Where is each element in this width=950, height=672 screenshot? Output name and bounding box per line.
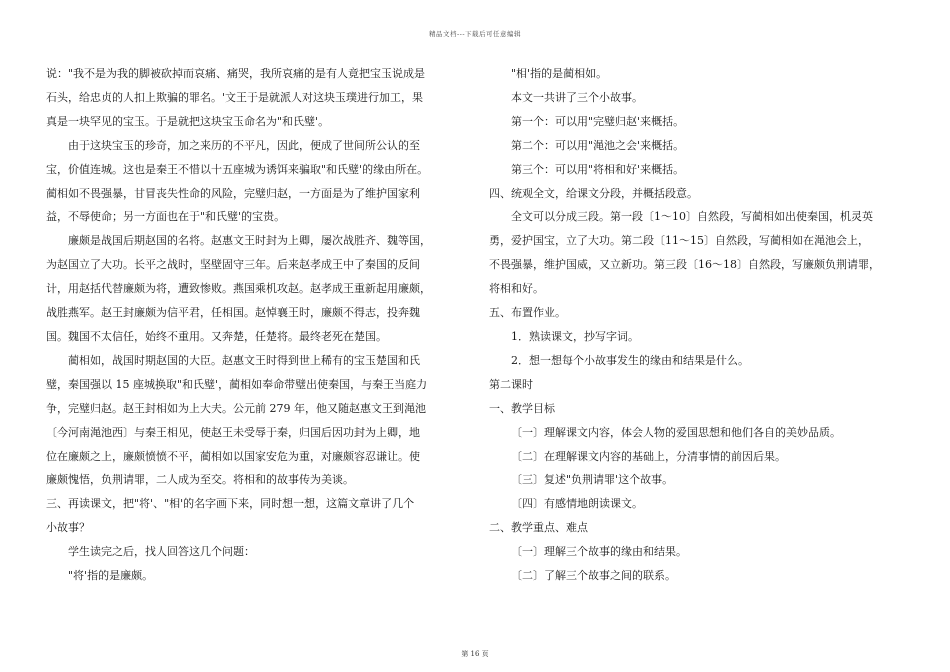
text-line: 由于这块宝玉的珍奇，加之来历的不平凡，因此，便成了世间所公认的至: [68, 138, 420, 152]
text-line: 争，完璧归赵。赵王封相如为上大夫。公元前 279 年，他又随赵惠文王到渑池: [46, 401, 426, 415]
text-line: 一、教学目标: [489, 401, 555, 415]
text-line: 勇，爱护国宝，立了大功。第二段〔11～15〕自然段，写蔺相如在渑池会上，: [489, 234, 869, 248]
text-line: 宝，价值连城。这也是秦王不惜以十五座城为诱饵来骗取"和氏璧'的缘由所在。: [46, 162, 429, 176]
left-column: [46, 62, 456, 588]
text-line: 第二个：可以用"渑池之会'来概括。: [511, 138, 685, 152]
text-line: 将相和好。: [489, 282, 544, 296]
text-line: 第二课时: [489, 377, 533, 391]
text-line: 益，不辱使命；另一方面也在于"和氏璧'的宝贵。: [46, 210, 286, 224]
text-line: 〔今河南渑池西〕与秦王相见，使赵王未受辱于秦，归国后因功封为上卿，地: [46, 425, 420, 439]
text-line: 1．熟读课文，抄写字词。: [511, 329, 639, 343]
text-line: 2．想一想每个小故事发生的缘由和结果是什么。: [511, 353, 749, 367]
page-number: 第 16 页: [461, 650, 489, 658]
text-line: 〔一〕理解三个故事的缘由和结果。: [511, 545, 687, 559]
text-line: 二、教学重点、难点: [489, 521, 588, 535]
text-line: 本文一共讲了三个小故事。: [511, 90, 643, 104]
text-line: 全文可以分成三段。第一段〔1～10〕自然段，写蔺相如出使秦国，机灵英: [511, 210, 873, 224]
text-line: 〔四〕有感情地朗读课文。: [511, 497, 643, 511]
text-line: 第一个：可以用"完璧归赵'来概括。: [511, 114, 685, 128]
text-line: 〔三〕复述"负荆请罪'这个故事。: [511, 473, 674, 487]
text-line: 蔺相如，战国时期赵国的大臣。赵惠文王时得到世上稀有的宝玉楚国和氏: [68, 353, 420, 367]
text-line: 五、布置作业。: [489, 306, 566, 320]
text-line: 小故事？: [46, 521, 90, 535]
text-line: 蔺相如不畏强暴，甘冒丧失性命的风险，完璧归赵，一方面是为了维护国家利: [46, 186, 420, 200]
text-line: 国。魏国不太信任，始终不重用。又奔楚，任楚将。最终老死在楚国。: [46, 329, 387, 343]
text-line: "将'指的是廉颇。: [68, 569, 154, 583]
text-line: 四、统观全文，给课文分段，并概括段意。: [489, 186, 698, 200]
text-line: 说："我不是为我的脚被砍掉而哀痛、痛哭，我所哀痛的是有人竟把宝玉说成是: [46, 67, 426, 80]
text-line: 石头，给忠贞的人扣上欺骗的罪名。'文王于是就派人对这块玉璞进行加工，果: [46, 90, 424, 104]
text-line: 廉颇愧悟，负荆请罪，二人成为至交。将相和的故事传为美谈。: [46, 473, 354, 487]
text-line: 位在廉颇之上，廉颇愤愤不平，蔺相如以国家安危为重，对廉颇容忍谦让。使: [46, 449, 420, 463]
text-line: 〔一〕理解课文内容，体会人物的爱国思想和他们各自的美妙品质。: [511, 425, 841, 439]
text-line: 〔二〕了解三个故事之间的联系。: [511, 569, 676, 583]
text-line: 为赵国立了大功。长平之战时，坚壁固守三年。后来赵孝成王中了秦国的反间: [46, 258, 420, 272]
text-line: 计，用赵括代替廉颇为将，遭致惨败。燕国乘机攻赵。赵孝成王重新起用廉颇，: [46, 282, 431, 296]
text-line: 璧，秦国强以 15 座城换取"和氏璧'，蔺相如奉命带璧出使秦国，与秦王当庭力: [46, 377, 428, 391]
text-line: 学生读完之后，找人回答这几个问题：: [68, 545, 255, 559]
text-line: 战胜燕军。赵王封廉颇为信平君，任相国。赵悼襄王时，廉颇不得志，投奔魏: [46, 306, 420, 320]
text-line: 三、再读课文，把"将'、"相'的名字画下来，同时想一想，这篇文章讲了几个: [46, 497, 415, 511]
right-column: [489, 62, 909, 588]
text-line: 不畏强暴，维护国威，又立新功。第三段〔16～18〕自然段，写廉颇负荆请罪，: [489, 258, 880, 272]
text-line: 真是一块罕见的宝玉。于是就把这块宝玉命名为"和氏璧'。: [46, 114, 330, 128]
text-line: 〔二〕在理解课文内容的基础上，分清事情的前因后果。: [511, 449, 786, 463]
text-line: "相'指的是蔺相如。: [511, 67, 608, 80]
text-line: 廉颇是战国后期赵国的名将。赵惠文王时封为上卿，屡次战胜齐、魏等国，: [68, 234, 431, 248]
text-line: 第三个：可以用"将相和好'来概括。: [511, 162, 685, 176]
page-header: 精品文档---下载后可任意编辑: [428, 30, 522, 38]
